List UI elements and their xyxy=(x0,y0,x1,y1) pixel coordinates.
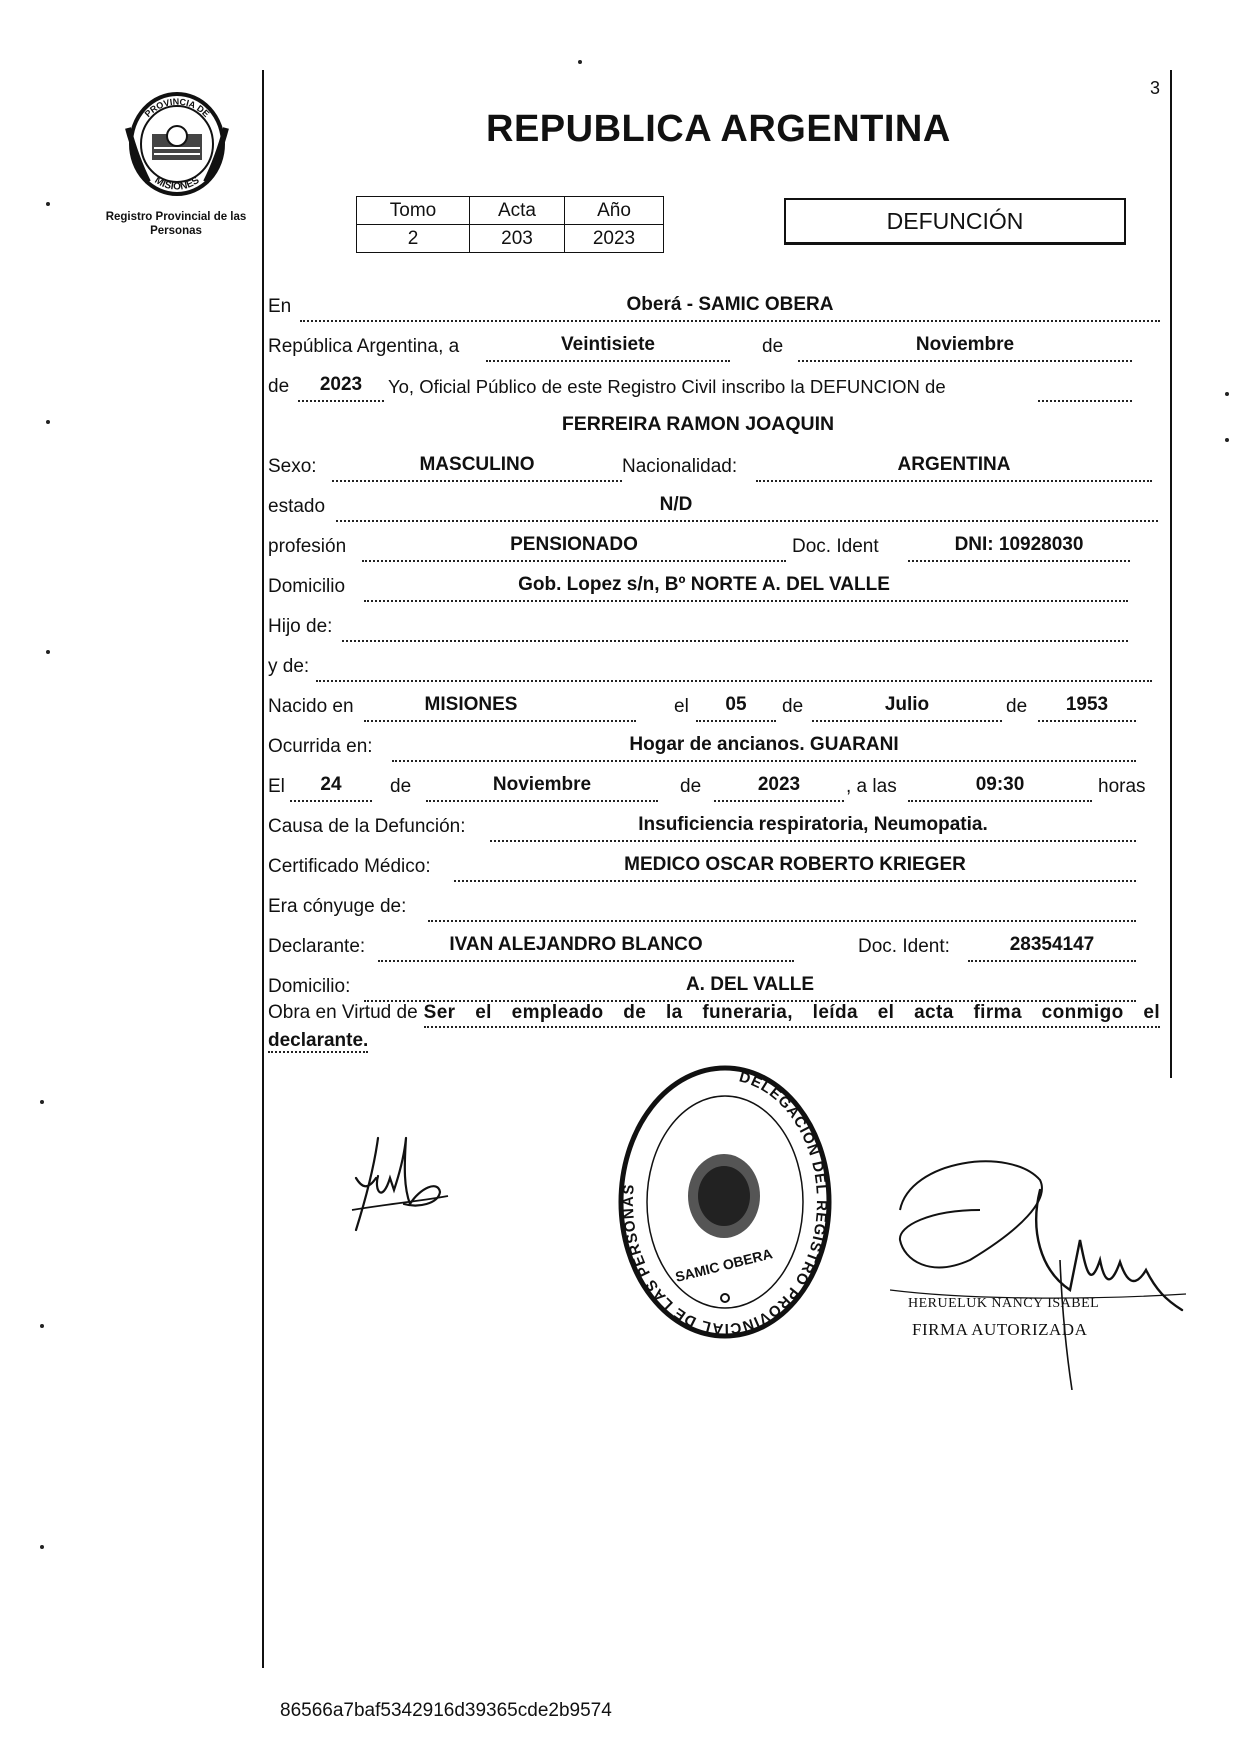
label-el-upper: El xyxy=(268,776,285,797)
row-sex-nationality xyxy=(268,450,1168,484)
label-conyuge: Era cónyuge de: xyxy=(268,896,407,917)
emblem-text-top: PROVINCIA DE xyxy=(142,96,212,120)
label-en: En xyxy=(268,296,292,317)
value-year: 2023 xyxy=(319,374,363,395)
label-profesion: profesión xyxy=(268,536,347,557)
table-header-acta: Acta xyxy=(470,197,565,225)
value-reason-line-1: Ser el empleado de la funeraria, leída el acta firma conmigo el xyxy=(424,1000,1160,1028)
label-domicilio: Domicilio xyxy=(268,576,346,597)
reason-paragraph xyxy=(268,1000,1160,1054)
value-death-year: 2023 xyxy=(757,774,801,795)
table-header-tomo: Tomo xyxy=(357,197,470,225)
row-death-place xyxy=(268,730,1168,764)
value-birth-month: Julio xyxy=(884,694,930,715)
value-medical-certificate: MEDICO OSCAR ROBERTO KRIEGER xyxy=(624,854,966,875)
label-causa: Causa de la Defunción: xyxy=(268,816,466,837)
value-death-month: Noviembre xyxy=(492,774,592,795)
value-document: DNI: 10928030 xyxy=(954,534,1084,555)
value-declarant-address: A. DEL VALLE xyxy=(685,974,815,995)
value-reason-line-2: declarante. xyxy=(268,1030,369,1051)
label-de-year: de xyxy=(268,376,290,397)
value-civil-status: N/D xyxy=(659,494,693,515)
row-year-statement xyxy=(268,370,1168,404)
value-sex: MASCULINO xyxy=(419,454,535,475)
row-declarant xyxy=(268,930,1168,964)
label-horas: horas xyxy=(1098,776,1146,797)
label-obra: Obra en Virtud de xyxy=(268,1002,418,1023)
row-birth xyxy=(268,690,1168,724)
value-declarant-doc: 28354147 xyxy=(1009,934,1095,955)
label-yo-statement: Yo, Oficial Público de este Registro Civil inscribo la DEFUNCION de xyxy=(388,376,946,397)
label-nacionalidad: Nacionalidad: xyxy=(622,456,738,477)
scan-dot xyxy=(1225,438,1229,442)
value-death-day: 24 xyxy=(320,774,342,795)
authorized-signature-icon xyxy=(890,1150,1186,1390)
page-number: 3 xyxy=(1150,78,1161,98)
label-de-birth-month: de xyxy=(782,696,804,717)
scan-dot xyxy=(40,1324,44,1328)
row-declarant-address xyxy=(268,970,1168,1004)
table-value-acta: 203 xyxy=(470,225,565,253)
label-de-death-month: de xyxy=(390,776,412,797)
label-de-death-year: de xyxy=(680,776,702,797)
reason-line-2-wrap xyxy=(268,1028,1160,1054)
value-death-place: Hogar de ancianos. GUARANI xyxy=(629,734,899,755)
row-mother xyxy=(268,650,1168,684)
label-doc-ident: Doc. Ident xyxy=(792,536,879,557)
signer-name: HERUELUK NANCY ISABEL xyxy=(908,1296,1100,1311)
value-day-words: Veintisiete xyxy=(561,334,655,355)
label-estado: estado xyxy=(268,496,326,517)
field-spouse-line xyxy=(428,890,1136,922)
value-profession: PENSIONADO xyxy=(510,534,638,555)
row-profession-doc xyxy=(268,530,1168,564)
label-hijo-de: Hijo de: xyxy=(268,616,333,637)
row-death-date-time xyxy=(268,770,1168,804)
field-mother-line xyxy=(316,650,1152,682)
value-declarant: IVAN ALEJANDRO BLANCO xyxy=(449,934,703,955)
row-deceased-name xyxy=(268,410,1168,444)
label-declarante: Declarante: xyxy=(268,936,366,957)
label-certificado: Certificado Médico: xyxy=(268,856,431,877)
table-value-tomo: 2 xyxy=(357,225,470,253)
page-title: REPUBLICA ARGENTINA xyxy=(486,108,951,150)
stamp-ring-text: DELEGACIÓN DEL REGISTRO PROVINCIAL DE LAS PERSONAS xyxy=(619,1068,831,1338)
value-place: Oberá - SAMIC OBERA xyxy=(626,294,834,315)
label-ocurrida-en: Ocurrida en: xyxy=(268,736,373,757)
row-cause xyxy=(268,810,1168,844)
label-a-las: , a las xyxy=(846,776,897,797)
value-birth-day: 05 xyxy=(725,694,747,715)
row-civil-status xyxy=(268,490,1168,524)
footer-hash: 86566a7baf5342916d39365cde2b9574 xyxy=(280,1700,612,1721)
label-de-birth-year: de xyxy=(1006,696,1028,717)
label-domicilio-declarant: Domicilio: xyxy=(268,976,351,997)
label-republica: República Argentina, a xyxy=(268,336,460,357)
scan-dot xyxy=(40,1100,44,1104)
field-trailing-line xyxy=(1038,370,1132,402)
table-header-anio: Año xyxy=(565,197,664,225)
value-birth-place: MISIONES xyxy=(424,694,518,715)
value-nationality: ARGENTINA xyxy=(897,454,1011,475)
document-type-box: DEFUNCIÓN xyxy=(784,198,1126,245)
stamp-inner-text: SAMIC OBERA xyxy=(673,1245,775,1285)
label-sexo: Sexo: xyxy=(268,456,317,477)
value-address: Gob. Lopez s/n, Bº NORTE A. DEL VALLE xyxy=(518,574,890,595)
misiones-emblem-icon xyxy=(118,82,236,200)
emblem-text-bottom: MISIONES xyxy=(152,175,202,193)
label-de: de xyxy=(762,336,784,357)
scan-dot xyxy=(1225,392,1229,396)
scan-dot xyxy=(46,202,50,206)
value-death-time: 09:30 xyxy=(975,774,1025,795)
reason-line-1 xyxy=(268,1000,1160,1028)
scan-dot xyxy=(46,650,50,654)
value-month: Noviembre xyxy=(915,334,1015,355)
row-father xyxy=(268,610,1168,644)
value-birth-year: 1953 xyxy=(1065,694,1109,715)
official-stamp-icon xyxy=(612,1058,838,1342)
row-place xyxy=(268,290,1168,324)
row-spouse xyxy=(268,890,1168,924)
registry-caption: Registro Provincial de las Personas xyxy=(105,211,247,237)
row-medical-certificate xyxy=(268,850,1168,884)
reference-table xyxy=(356,196,664,253)
label-doc-ident-declarant: Doc. Ident: xyxy=(858,936,950,957)
declarant-signature-icon xyxy=(348,1118,458,1236)
label-y-de: y de: xyxy=(268,656,310,677)
scan-dot xyxy=(578,60,582,64)
row-address xyxy=(268,570,1168,604)
scan-dot xyxy=(46,420,50,424)
value-deceased-name: FERREIRA RAMON JOAQUIN xyxy=(561,413,835,435)
right-margin-rule xyxy=(1170,70,1172,1078)
label-el: el xyxy=(674,696,689,717)
row-date xyxy=(268,330,1168,364)
scan-dot xyxy=(40,1545,44,1549)
left-margin-rule xyxy=(262,70,264,1668)
signer-role: FIRMA AUTORIZADA xyxy=(912,1320,1088,1339)
field-father-line xyxy=(342,610,1128,642)
label-nacido-en: Nacido en xyxy=(268,696,354,717)
value-cause: Insuficiencia respiratoria, Neumopatia. xyxy=(638,814,988,835)
table-value-anio: 2023 xyxy=(565,225,664,253)
